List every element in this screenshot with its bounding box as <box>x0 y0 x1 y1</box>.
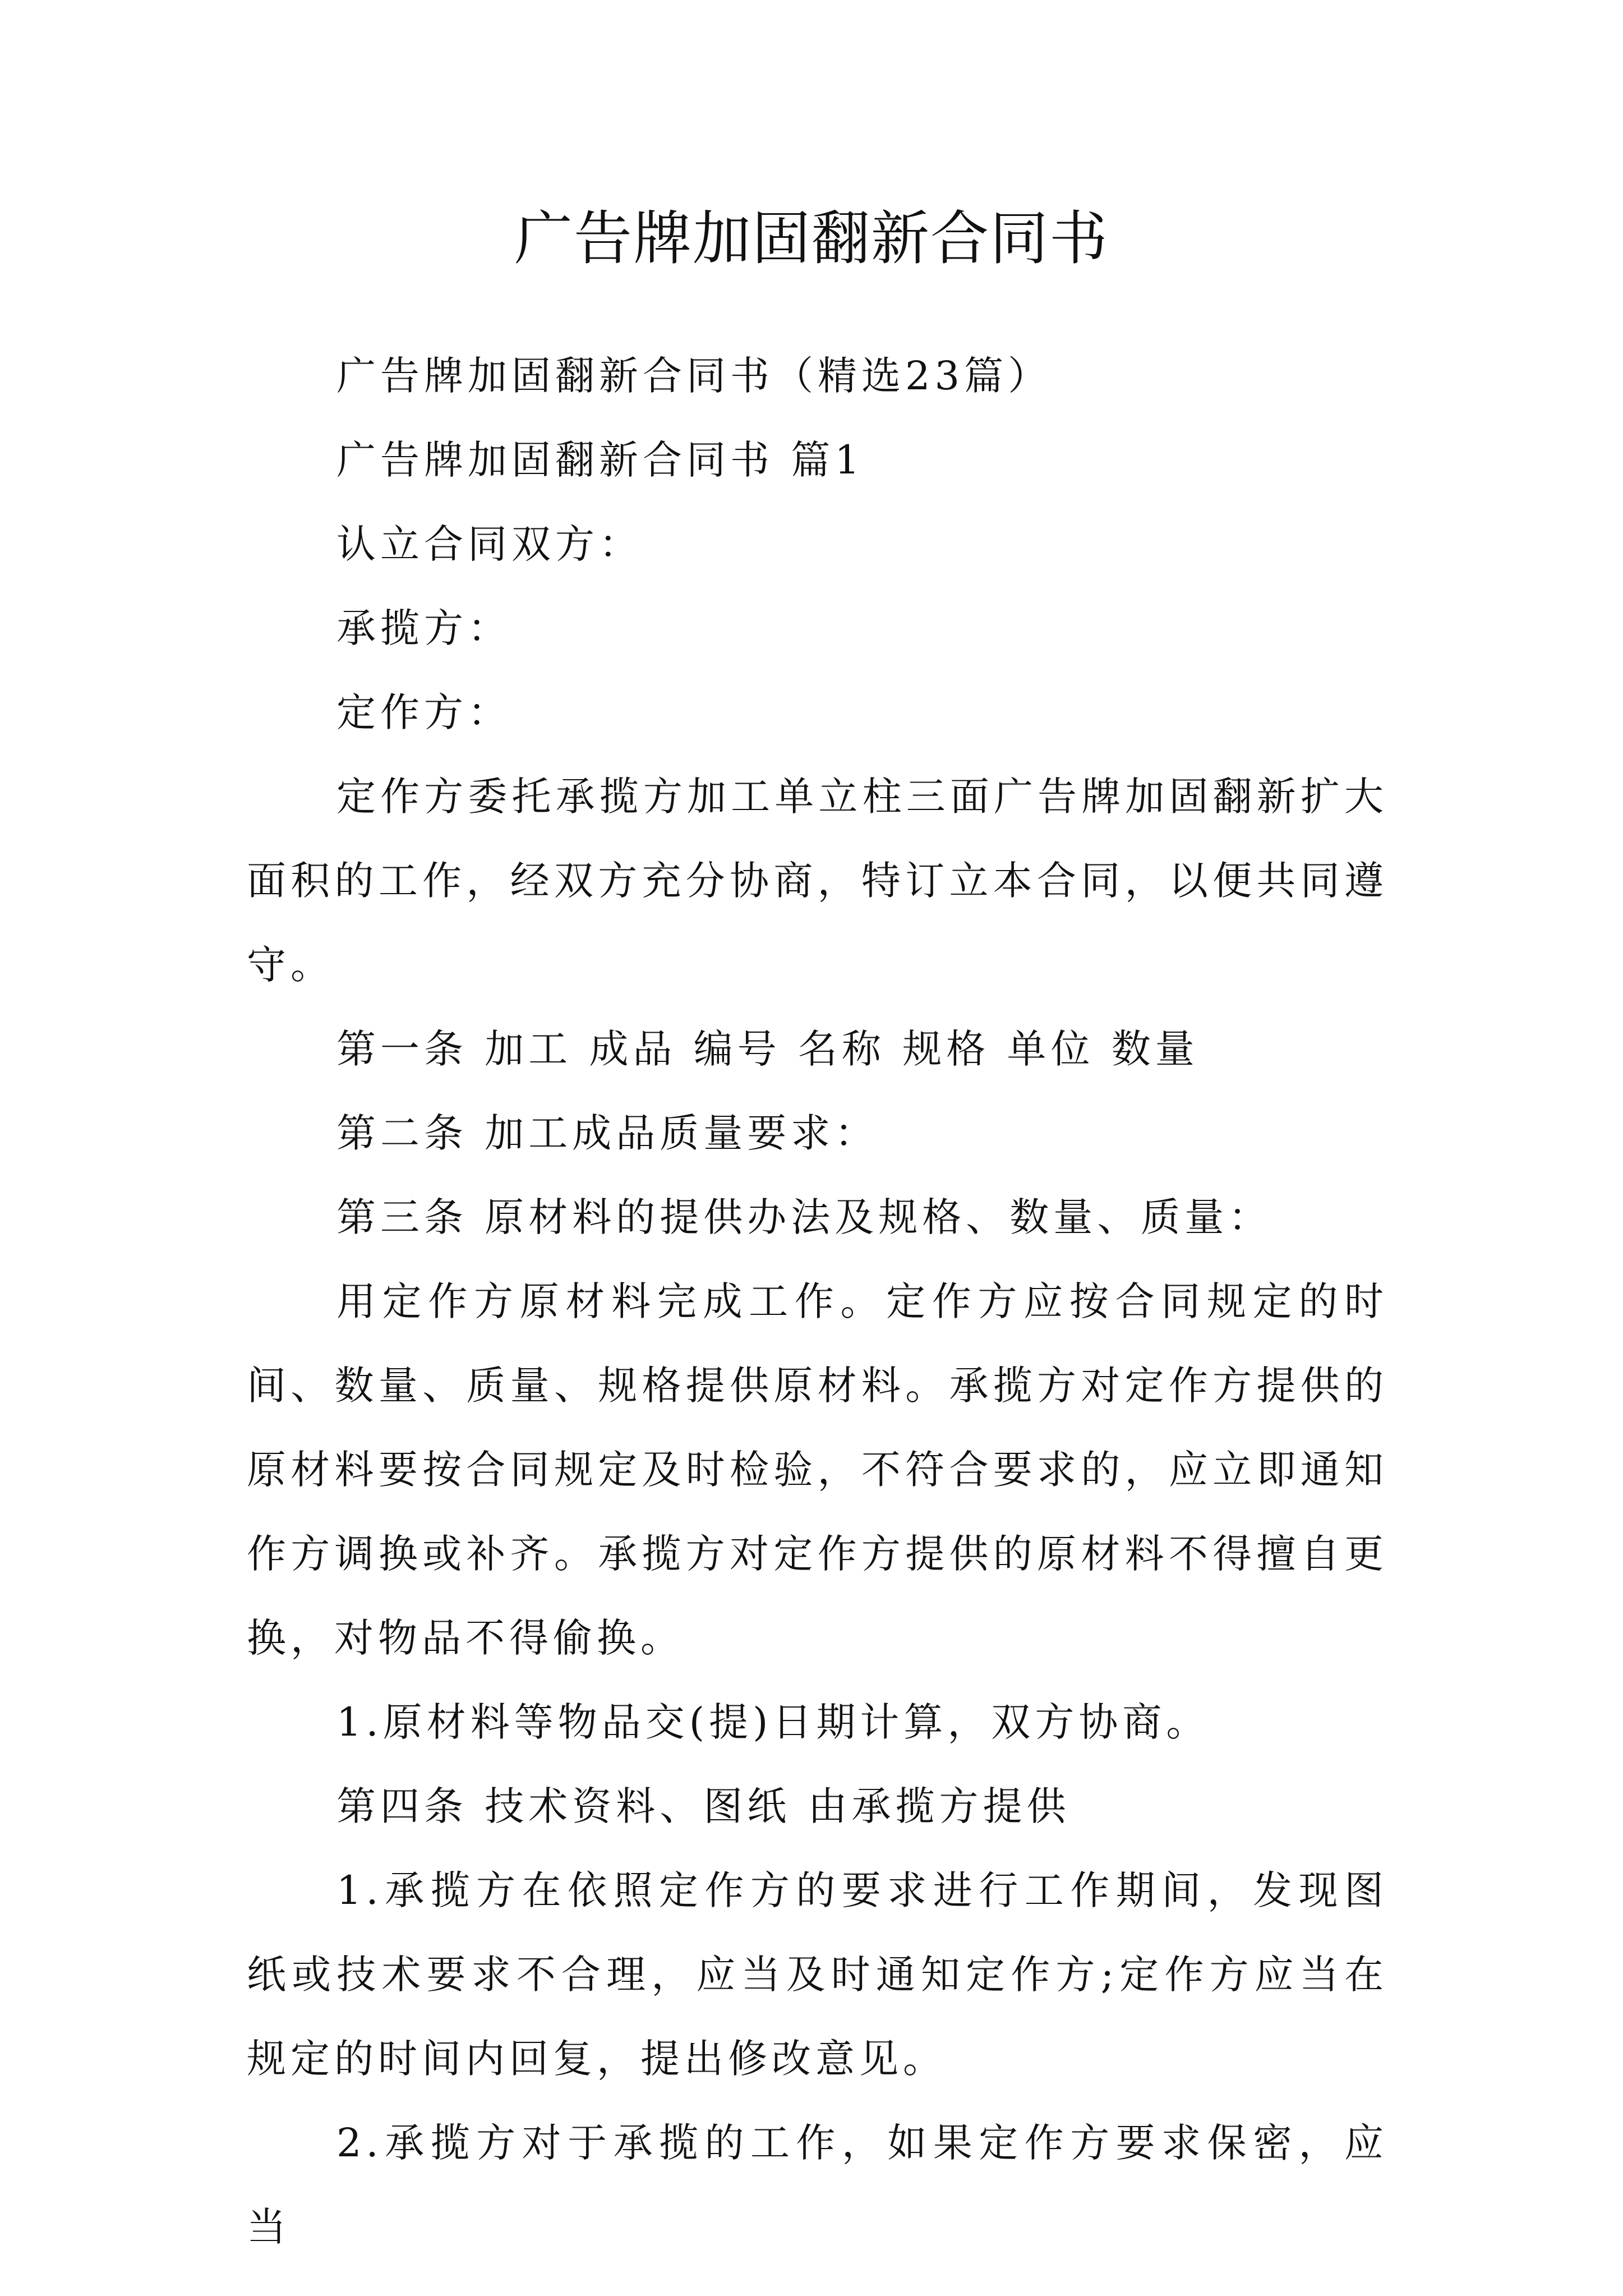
paragraph-article-3: 第三条 原材料的提供办法及规格、数量、质量： <box>336 1194 1272 1240</box>
document-title: 广告牌加固翻新合同书 <box>514 204 1109 273</box>
paragraph-intro: 定作方委托承揽方加工单立柱三面广告牌加固翻新扩大面积的工作，经双方充分协商，特订立本合同，以便共同遵守。 <box>247 774 1388 988</box>
paragraph-article-4-item-2: 2.承揽方对于承揽的工作，如果定作方要求保密，应当 <box>247 2120 1388 2250</box>
paragraph-article-4-item-1: 1.承揽方在依照定作方的要求进行工作期间，发现图纸或技术要求不合理，应当及时通知定作方;定作方应当在规定的时间内回复，提出修改意见。 <box>247 1867 1388 2082</box>
paragraph-parties: 认立合同双方： <box>336 521 643 567</box>
paragraph-client: 定作方： <box>336 689 511 735</box>
paragraph-article-2: 第二条 加工成品质量要求： <box>336 1110 879 1156</box>
document-body <box>247 334 1388 2269</box>
paragraph-subtitle: 广告牌加固翻新合同书（精选23篇） <box>336 353 1052 399</box>
paragraph-contractor: 承揽方： <box>336 605 511 651</box>
paragraph-materials: 用定作方原材料完成工作。定作方应按合同规定的时间、数量、质量、规格提供原材料。承揽方对定作方提供的原材料要按合同规定及时检验，不符合要求的，应立即通知作方调换或补齐。承揽方对定作方提供的原材料不得擅自更换，对物品不得偷换。 <box>247 1278 1388 1661</box>
paragraph-article-1: 第一条 加工 成品 编号 名称 规格 单位 数量 <box>336 1026 1199 1072</box>
paragraph-section-heading: 广告牌加固翻新合同书 篇1 <box>336 437 864 483</box>
paragraph-article-4: 第四条 技术资料、图纸 由承揽方提供 <box>336 1783 1071 1829</box>
paragraph-materials-item-1: 1.原材料等物品交(提)日期计算，双方协商。 <box>336 1699 1210 1745</box>
